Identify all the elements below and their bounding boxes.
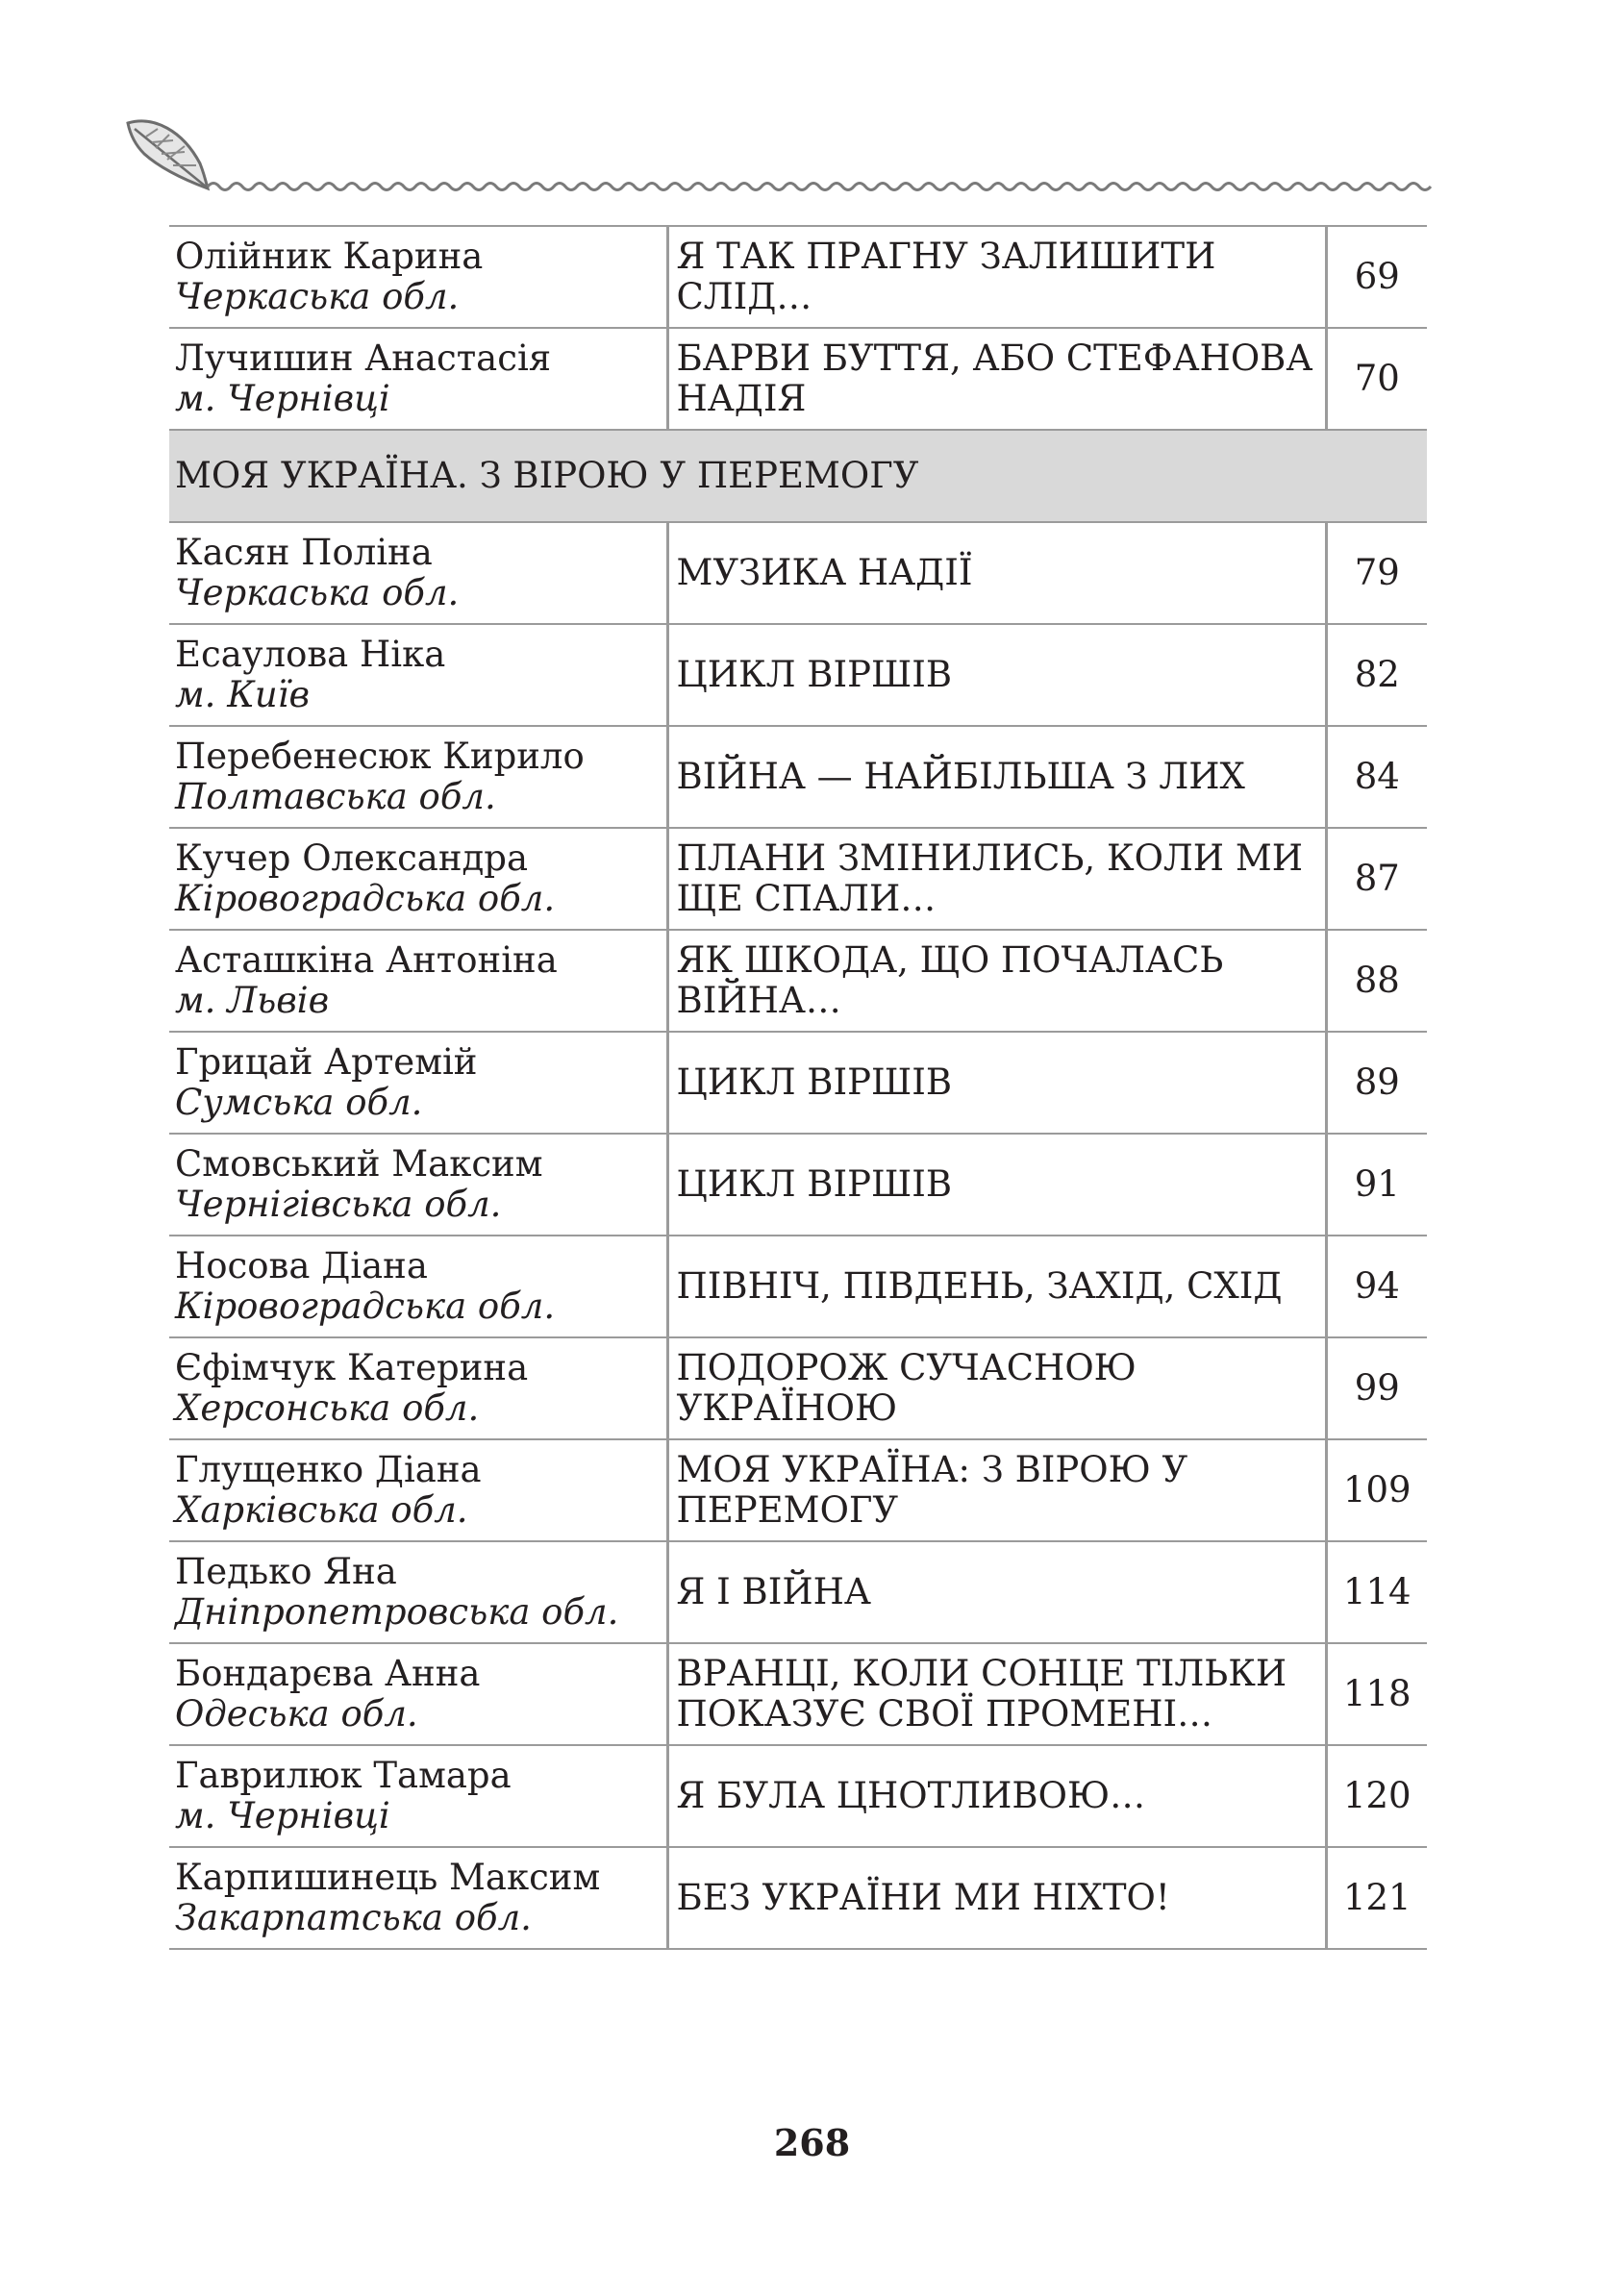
author-name: Смовський Максим: [175, 1143, 543, 1185]
page-ref: 84: [1326, 726, 1427, 828]
work-title-line: ПЕРЕМОГУ: [676, 1489, 899, 1531]
author-region: м. Львів: [175, 980, 330, 1021]
table-row: [169, 828, 1427, 930]
title-cell: [667, 1541, 1326, 1643]
work-title-line: Я БУЛА ЦНОТЛИВОЮ…: [676, 1775, 1146, 1816]
author-region: Чернігівська обл.: [175, 1184, 502, 1225]
table-row: [169, 1032, 1427, 1134]
author-region: Сумська обл.: [175, 1082, 423, 1123]
author-cell: [169, 1847, 667, 1949]
table-row: [169, 1134, 1427, 1236]
table-row: [169, 1745, 1427, 1847]
page-ref: 79: [1326, 522, 1427, 624]
author-name: Олійник Карина: [175, 236, 484, 277]
table-row: [169, 1337, 1427, 1439]
author-cell: [169, 1134, 667, 1236]
work-title-line: Я ТАК ПРАГНУ ЗАЛИШИТИ: [676, 236, 1216, 277]
work-title-line: Я І ВІЙНА: [676, 1571, 871, 1612]
title-cell: [667, 828, 1326, 930]
author-cell: [169, 1337, 667, 1439]
author-cell: [169, 1032, 667, 1134]
page-ref: 118: [1326, 1643, 1427, 1745]
work-title-line: ПЛАНИ ЗМІНИЛИСЬ, КОЛИ МИ: [676, 837, 1303, 879]
page-ref: 87: [1326, 828, 1427, 930]
title-cell: [667, 624, 1326, 726]
work-title-line: НАДІЯ: [676, 378, 807, 419]
work-title-line: ПОДОРОЖ СУЧАСНОЮ: [676, 1347, 1137, 1388]
author-name: Есаулова Ніка: [175, 634, 446, 675]
page-ref: 94: [1326, 1236, 1427, 1337]
author-cell: [169, 1439, 667, 1541]
page-ref: 121: [1326, 1847, 1427, 1949]
author-region: Дніпропетровська обл.: [175, 1591, 619, 1633]
page-ref: 99: [1326, 1337, 1427, 1439]
work-title-line: ПОКАЗУЄ СВОЇ ПРОМЕНІ…: [676, 1693, 1213, 1735]
work-title-line: УКРАЇНОЮ: [676, 1387, 898, 1429]
quill-feather-icon: [128, 121, 208, 188]
section-header-row: [169, 430, 1427, 522]
table-row: [169, 1541, 1427, 1643]
title-cell: [667, 1745, 1326, 1847]
author-region: Закарпатська обл.: [175, 1897, 532, 1938]
author-name: Лучишин Анастасія: [175, 337, 552, 379]
work-title-line: ВРАНЦІ, КОЛИ СОНЦЕ ТІЛЬКИ: [676, 1653, 1287, 1694]
title-cell: [667, 1439, 1326, 1541]
table-row: [169, 1439, 1427, 1541]
author-cell: [169, 1745, 667, 1847]
author-region: Одеська обл.: [175, 1693, 418, 1735]
work-title-line: МОЯ УКРАЇНА: З ВІРОЮ У: [676, 1449, 1188, 1490]
author-name: Педько Яна: [175, 1551, 397, 1592]
title-cell: [667, 1032, 1326, 1134]
page-ref: 89: [1326, 1032, 1427, 1134]
author-cell: [169, 1643, 667, 1745]
title-cell: [667, 226, 1326, 328]
author-region: Черкаська обл.: [175, 572, 460, 613]
author-cell: [169, 1541, 667, 1643]
title-cell: [667, 930, 1326, 1032]
author-name: Єфімчук Катерина: [175, 1347, 529, 1388]
author-name: Носова Діана: [175, 1245, 428, 1286]
author-region: Полтавська обл.: [175, 776, 496, 817]
author-region: Херсонська обл.: [175, 1387, 480, 1429]
work-title-line: ПІВНІЧ, ПІВДЕНЬ, ЗАХІД, СХІД: [676, 1265, 1283, 1307]
title-cell: [667, 522, 1326, 624]
page-ref: 70: [1326, 328, 1427, 430]
author-name: Касян Поліна: [175, 532, 433, 573]
author-name: Грицай Артемій: [175, 1041, 478, 1083]
author-region: м. Чернівці: [175, 378, 390, 419]
page-ref: 82: [1326, 624, 1427, 726]
title-cell: [667, 1236, 1326, 1337]
wavy-line: [208, 184, 1431, 190]
page-ref: 91: [1326, 1134, 1427, 1236]
table-row: [169, 726, 1427, 828]
work-title-line: ЦИКЛ ВІРШІВ: [676, 1061, 953, 1103]
title-cell: [667, 1337, 1326, 1439]
title-cell: [667, 328, 1326, 430]
author-region: м. Чернівці: [175, 1795, 390, 1836]
work-title-line: БАРВИ БУТТЯ, АБО СТЕФАНОВА: [676, 337, 1313, 379]
work-title-line: ЦИКЛ ВІРШІВ: [676, 1163, 953, 1205]
author-name: Карпишинець Максим: [175, 1857, 601, 1898]
page-number: 268: [773, 2121, 851, 2164]
page-ref: 120: [1326, 1745, 1427, 1847]
author-name: Кучер Олександра: [175, 837, 529, 879]
title-cell: [667, 1643, 1326, 1745]
author-name: Глущенко Діана: [175, 1449, 482, 1490]
work-title-line: МУЗИКА НАДІЇ: [676, 552, 973, 593]
table-row: [169, 522, 1427, 624]
page-ref: 88: [1326, 930, 1427, 1032]
author-name: Бондарєва Анна: [175, 1653, 481, 1694]
page-ref: 114: [1326, 1541, 1427, 1643]
work-title-line: ЯК ШКОДА, ЩО ПОЧАЛАСЬ: [676, 939, 1224, 981]
author-cell: [169, 328, 667, 430]
page-ref: 69: [1326, 226, 1427, 328]
author-cell: [169, 828, 667, 930]
work-title-line: ЦИКЛ ВІРШІВ: [676, 654, 953, 695]
table-row: [169, 1236, 1427, 1337]
author-cell: [169, 624, 667, 726]
author-cell: [169, 1236, 667, 1337]
section-title: МОЯ УКРАЇНА. З ВІРОЮ У ПЕРЕМОГУ: [169, 430, 1427, 522]
work-title-line: ЩЕ СПАЛИ…: [676, 878, 937, 919]
author-region: м. Київ: [175, 674, 311, 715]
author-region: Кіровоградська обл.: [175, 1286, 556, 1327]
work-title-line: СЛІД…: [676, 276, 812, 317]
author-name: Гаврилюк Тамара: [175, 1755, 512, 1796]
author-region: Кіровоградська обл.: [175, 878, 556, 919]
author-region: Харківська обл.: [175, 1489, 468, 1531]
table-row: [169, 624, 1427, 726]
work-title-line: ВІЙНА…: [676, 980, 841, 1021]
table-row: [169, 930, 1427, 1032]
author-cell: [169, 226, 667, 328]
table-row: [169, 328, 1427, 430]
work-title-line: БЕЗ УКРАЇНИ МИ НІХТО!: [676, 1877, 1170, 1918]
author-name: Перебенесюк Кирило: [175, 736, 585, 777]
author-cell: [169, 726, 667, 828]
title-cell: [667, 1134, 1326, 1236]
table-row: [169, 1643, 1427, 1745]
table-row: [169, 226, 1427, 328]
title-cell: [667, 726, 1326, 828]
author-cell: [169, 522, 667, 624]
author-name: Асташкіна Антоніна: [175, 939, 558, 981]
table-of-contents: [169, 225, 1427, 1950]
work-title-line: ВІЙНА — НАЙБІЛЬША З ЛИХ: [676, 756, 1245, 797]
page-ref: 109: [1326, 1439, 1427, 1541]
author-region: Черкаська обл.: [175, 276, 460, 317]
title-cell: [667, 1847, 1326, 1949]
author-cell: [169, 930, 667, 1032]
header-ornament: [0, 0, 1624, 231]
table-row: [169, 1847, 1427, 1949]
